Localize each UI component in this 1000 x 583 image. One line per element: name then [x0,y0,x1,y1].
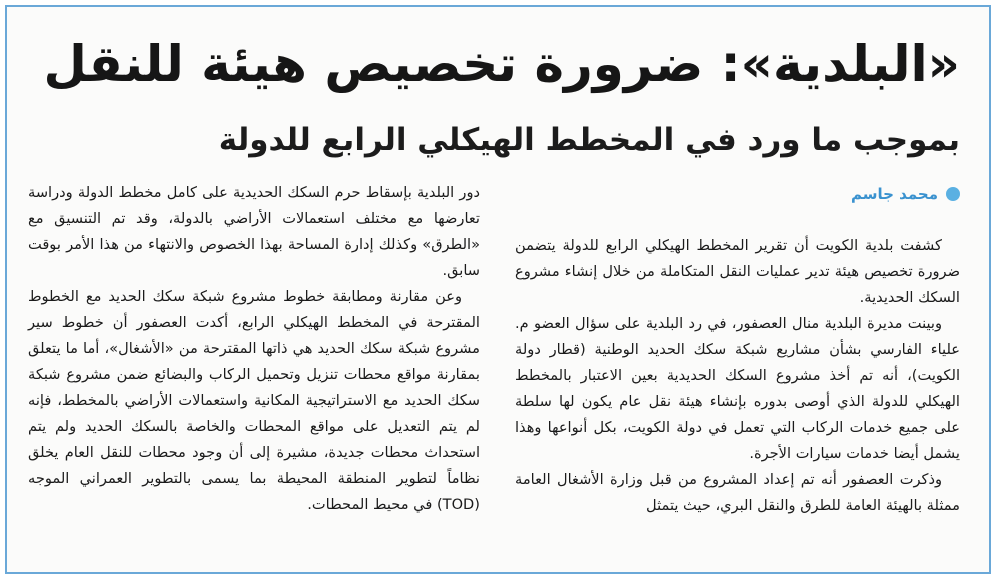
paragraph: وبينت مديرة البلدية منال العصفور، في رد البلدية على سؤال العضو م. علياء الفارسي بشأن مشاريع شبكة سكك الحديد الوطنية (قطار دولة الكويت)، أنه تم أخذ مشروع السكك الحديدية بعين الاعتبار بالمخطط الهيكلي للدولة الذي أوصى بدوره بإنشاء هيئة نقل عام يكون لها سلطة على جميع خدمات الركاب التي تعمل في دولة الكويت، بكل أنواعها وهذا يشمل أيضا خدمات سيارات الأجرة. [515,315,960,462]
article-column-left [28,180,480,518]
bullet-dot-icon [946,187,960,201]
byline [851,185,960,203]
author-name: محمد جاسم [851,185,938,203]
article-column-right [515,233,960,519]
paragraph: كشفت بلدية الكويت أن تقرير المخطط الهيكلي الرابع للدولة يتضمن ضرورة تخصيص هيئة تدير عمليات النقل المتكاملة من خلال إنشاء مشروع السكك الحديدية. [515,237,960,306]
paragraph: وذكرت العصفور أنه تم إعداد المشروع من قبل وزارة الأشغال العامة ممثلة بالهيئة العامة للطرق والنقل البري، حيث يتمثل [515,471,960,514]
headline: «البلدية»: ضرورة تخصيص هيئة للنقل [43,35,960,93]
paragraph: وعن مقارنة ومطابقة خطوط مشروع شبكة سكك الحديد مع الخطوط المقترحة في المخطط الهيكلي الرابع، أكدت العصفور أن خطوط سير مشروع شبكة سكك الحديد هي ذاتها المقترحة من «الأشغال»، أما ما يتعلق بمقارنة مواقع محطات تنزيل وتحميل الركاب والبضائع ضمن مشروع شبكة سكك الحديد مع الاستراتيجية المكانية واستعمالات الأراضي بالمخطط، فإنه لم يتم التعديل على مواقع المحطات والخاصة بالسكك الحديد ولم يتم استحداث محطات جديدة، مشيرة إلى أن وجود محطات للنقل العام يخلق نظاماً لتطوير المنطقة المحيطة بما يسمى بالتطوير العمراني الموجه (TOD) في محيط المحطات. [28,288,480,513]
paragraph: دور البلدية بإسقاط حرم السكك الحديدية على كامل مخطط الدولة ودراسة تعارضها مع مختلف استعمالات الأراضي بالدولة، وقد تم التنسيق مع «الطرق» وكذلك إدارة المساحة بهذا الخصوص والانتهاء من هذا الأمر بوقت سابق. [28,184,480,279]
subheadline: بموجب ما ورد في المخطط الهيكلي الرابع للدولة [218,122,960,158]
